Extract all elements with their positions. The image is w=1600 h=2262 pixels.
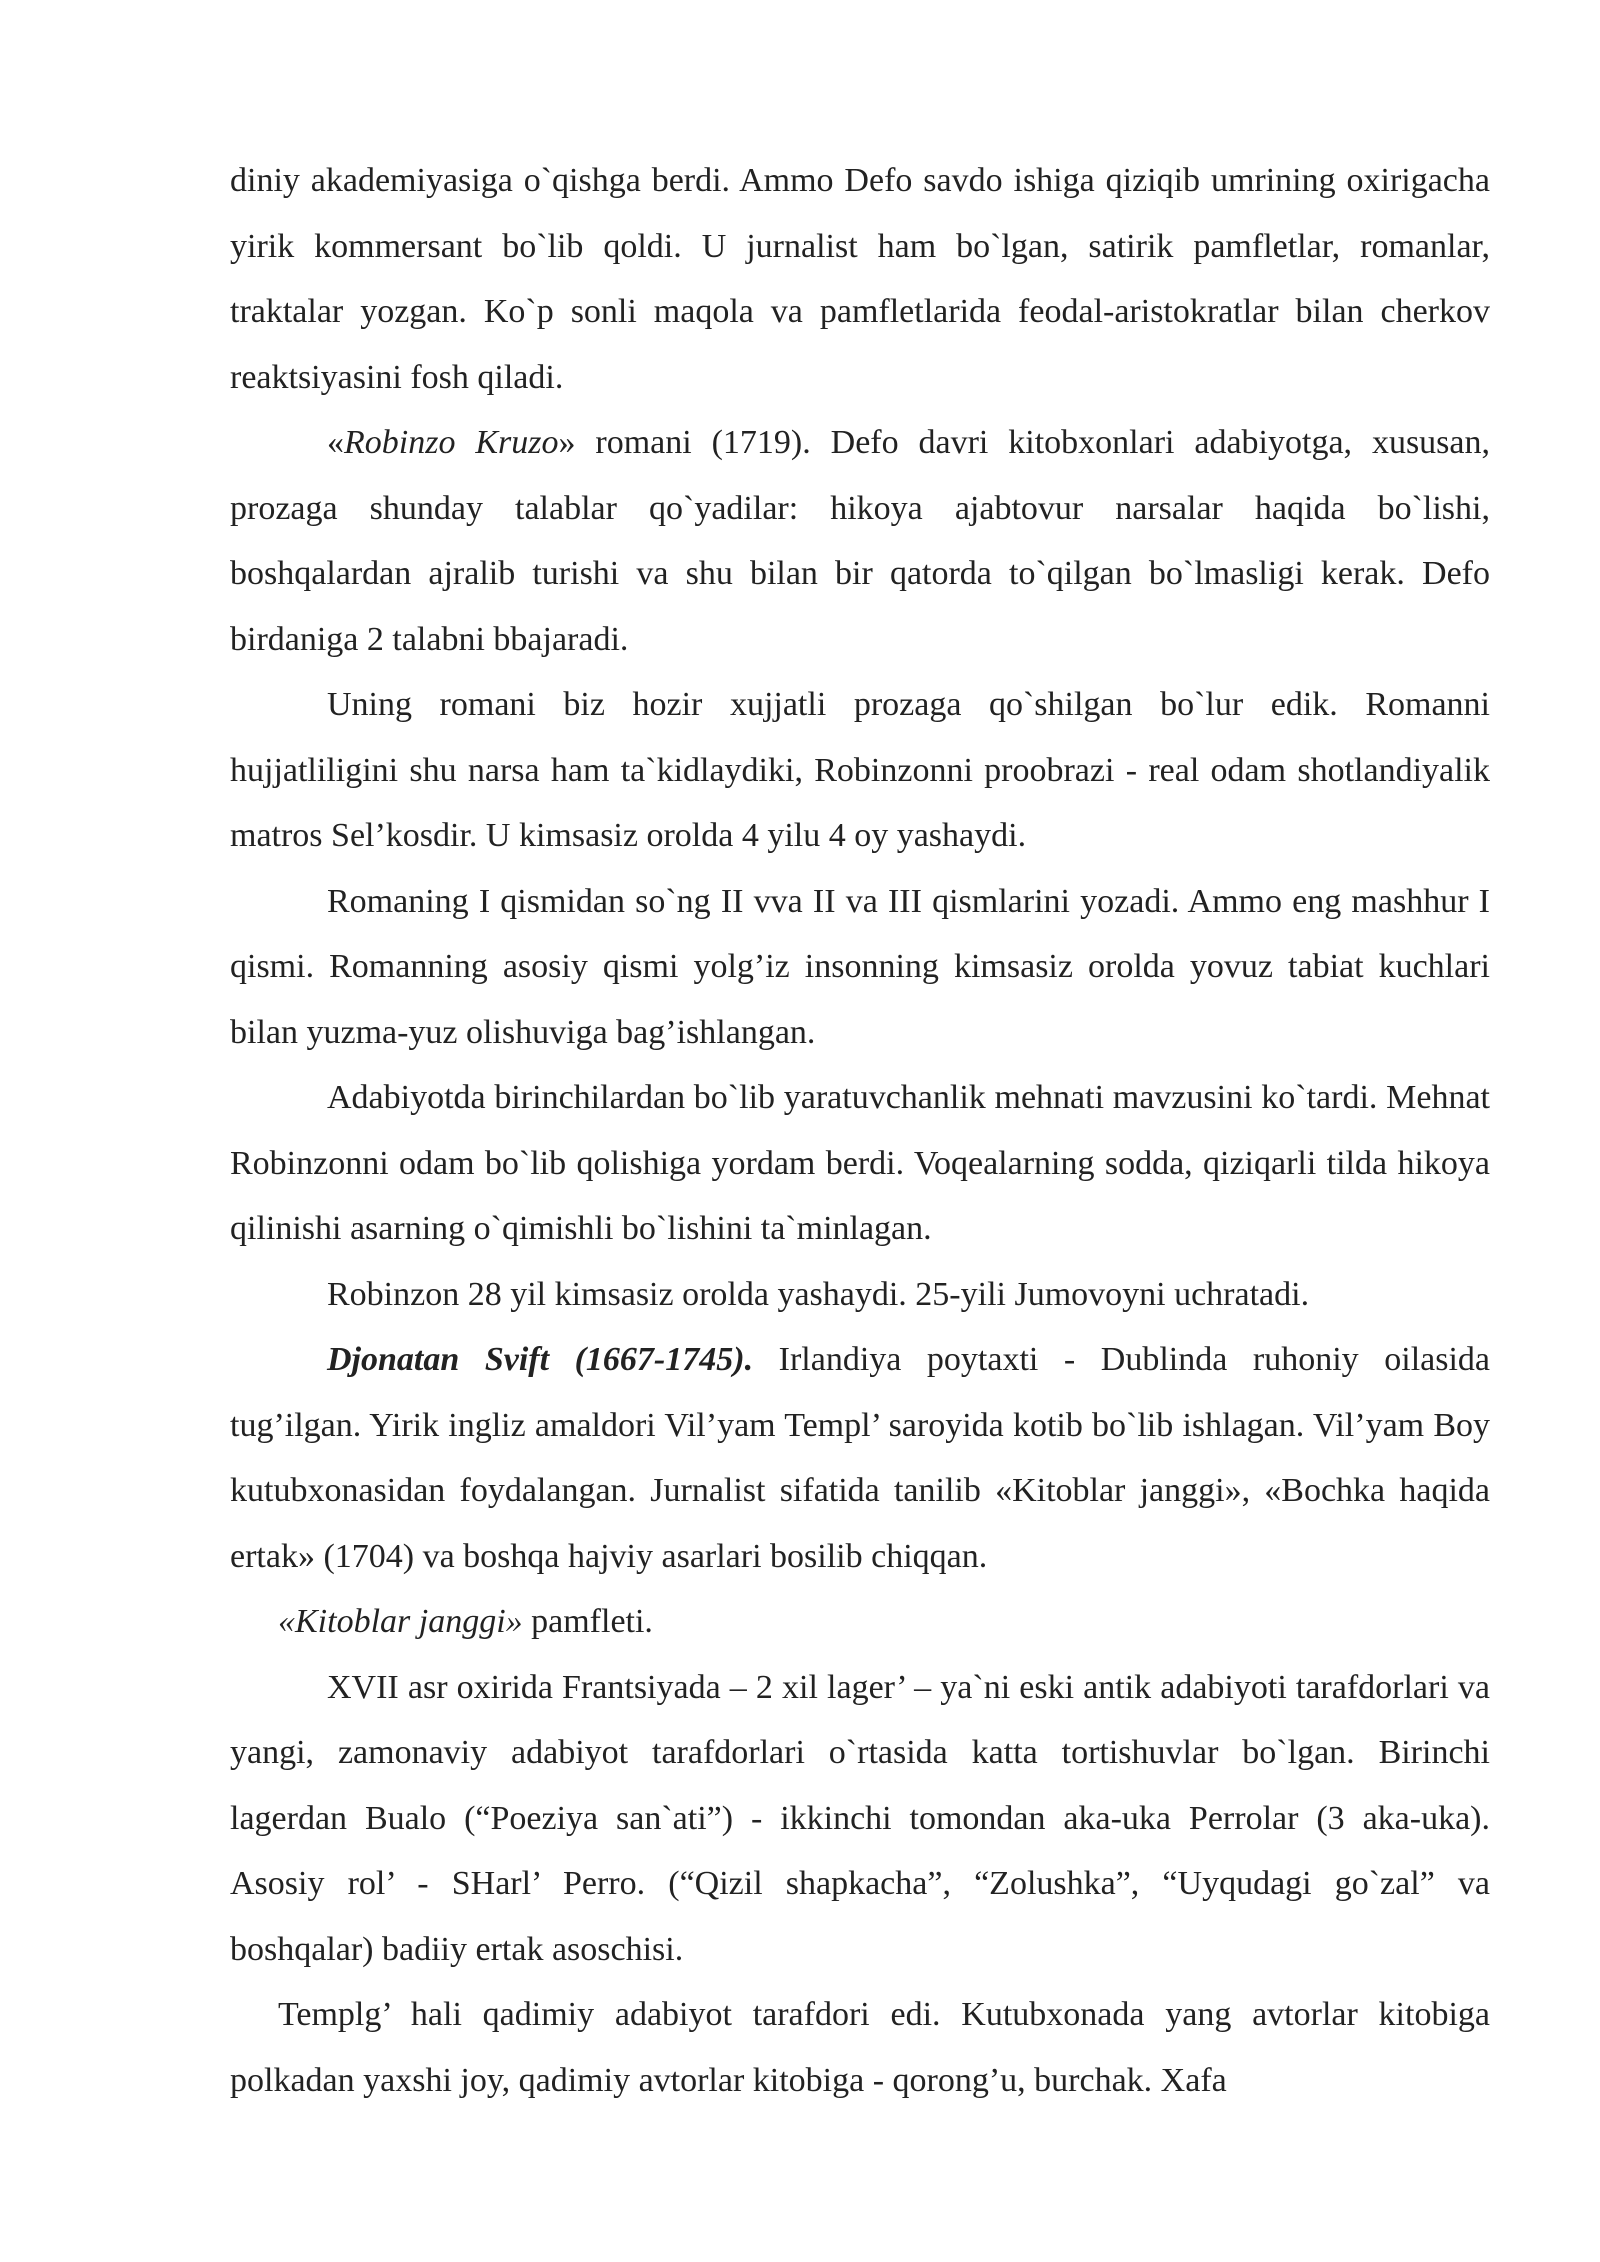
paragraph-1: diniy akademiyasiga o`qishga berdi. Ammo Defo savdo ishiga qiziqib umrining oxirigacha yirik kommersant bo`lib qoldi. U jurnalist ham bo`lgan, satirik pamfletlar, romanlar, traktalar yozgan. Ko`p sonli maqola va pamfletlarida feodal-aristokratlar bilan cherkov reaktsiyasini fosh qiladi.: [230, 162, 1490, 396]
novel-title-robinzo-kruzo: Robinzo Kruzo: [344, 424, 559, 461]
open-quote: «: [327, 424, 344, 461]
paragraph-kitoblar-janggi: [230, 1589, 1490, 1655]
paragraph-robinzo-kruzo: [230, 410, 1490, 672]
paragraph-2-text: » romani (1719). Defo davri kitobxonlari adabiyotga, xususan, prozaga shunday talablar qo`yadilar: hikoya ajabtovur narsalar haqida bo`lishi, boshqalardan ajralib turishi va shu bilan bir qatorda to`qilgan bo`lmasligi kerak. Defo birdaniga 2 talabni bbajaradi.: [230, 424, 1490, 658]
document-page: [230, 148, 1490, 2113]
paragraph-7-text: Irlandiya poytaxti - Dublinda ruhoniy oilasida tug’ilgan. Yirik ingliz amaldori Vil’yam Templ’ saroyida kotib bo`lib ishlagan. Vil’yam Boy kutubxonasidan foydalangan. Jurnalist sifatida tanilib «Kitoblar janggi», «Bochka haqida ertak» (1704) va boshqa hajviy asarlari bosilib chiqqan.: [230, 1341, 1490, 1575]
author-heading-djonatan-svift: Djonatan Svift (1667-1745).: [327, 1341, 754, 1378]
paragraph-10: Templg’ hali qadimiy adabiyot tarafdori edi. Kutubxonada yang avtorlar kitobiga polkadan yaxshi joy, qadimiy avtorlar kitobiga - qorong’u, burchak. Xafa: [230, 1996, 1490, 2099]
paragraph-djonatan-svift: [230, 1327, 1490, 1589]
paragraph-5: Adabiyotda birinchilardan bo`lib yaratuvchanlik mehnati mavzusini ko`tardi. Mehnat Robinzonni odam bo`lib qolishiga yordam berdi. Voqealarning sodda, qiziqarli tilda hikoya qilinishi asarning o`qimishli bo`lishini ta`minlagan.: [230, 1079, 1490, 1247]
paragraph-3: Uning romani biz hozir xujjatli prozaga qo`shilgan bo`lur edik. Romanni hujjatliligini shu narsa ham ta`kidlaydiki, Robinzonni proobrazi - real odam shotlandiyalik matros Sel’kosdir. U kimsasiz orolda 4 yilu 4 oy yashaydi.: [230, 686, 1490, 854]
paragraph-8-text: pamfleti.: [522, 1603, 653, 1640]
pamphlet-title-kitoblar-janggi: «Kitoblar janggi»: [278, 1603, 523, 1640]
paragraph-6: Robinzon 28 yil kimsasiz orolda yashaydi. 25-yili Jumovoyni uchratadi.: [327, 1275, 1310, 1313]
paragraph-4: Romaning I qismidan so`ng II vva II va III qismlarini yozadi. Ammo eng mashhur I qismi. Romanning asosiy qismi yolg’iz insonning kimsasiz orolda yovuz tabiat kuchlari bilan yuzma-yuz olishuviga bag’ishlangan.: [230, 882, 1490, 1051]
paragraph-9: XVII asr oxirida Frantsiyada – 2 xil lager’ – ya`ni eski antik adabiyoti tarafdorlari va yangi, zamonaviy adabiyot tarafdorlari o`rtasida katta tortishuvlar bo`lgan. Birinchi lagerdan Bualo (“Poeziya san`ati”) - ikkinchi tomondan aka-uka Perrolar (3 aka-uka). Asosiy rol’ - SHarl’ Perro. (“Qizil shapkacha”, “Zolushka”, “Uyqudagi go`zal” va boshqalar) badiiy ertak asoschisi.: [230, 1668, 1490, 1968]
